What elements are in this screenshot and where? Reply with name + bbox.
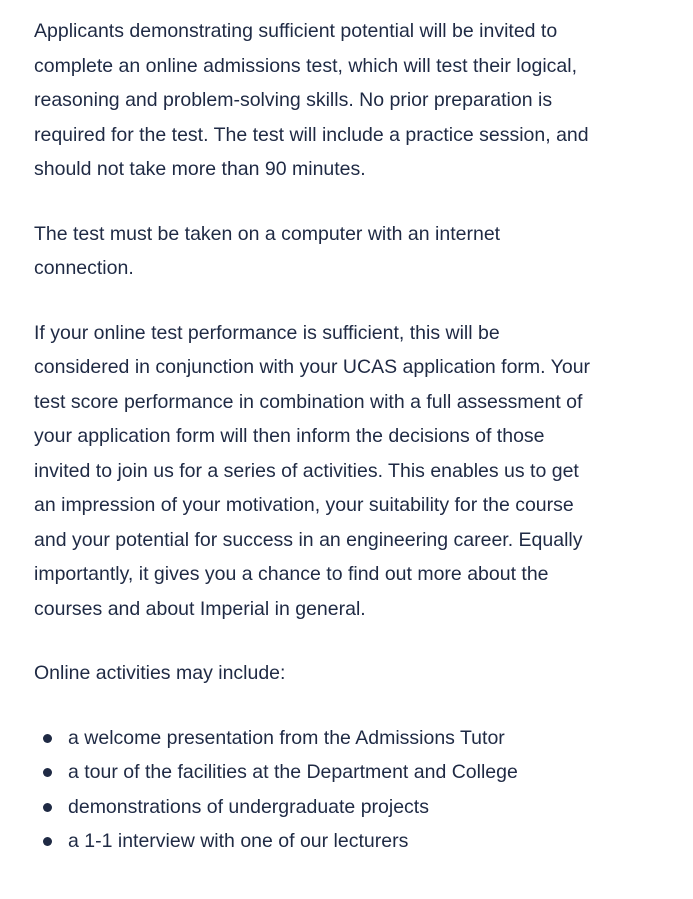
list-item-text: a welcome presentation from the Admissions Tutor bbox=[68, 726, 505, 749]
list-item-text: a 1-1 interview with one of our lecturers bbox=[68, 830, 409, 852]
list-item-text: demonstrations of undergraduate projects bbox=[68, 795, 429, 818]
activities-list bbox=[34, 721, 597, 859]
paragraph-test-requirements: The test must be taken on a computer with an internet connection. bbox=[34, 222, 501, 279]
paragraph-test-performance: If your online test performance is sufficient, this will be considered in conjunction with your UCAS application form. Your test score performance in combination with a full assessment of your application form will then inform the decisions of those invited to join us for a series of activities. This enables us to get an impression of your motivation, your suitability for the course and your potential for success in an engineering career. Equally importantly, it gives you a chance to find out more about the courses and about Imperial in general. bbox=[34, 321, 591, 620]
bullet-icon bbox=[43, 837, 52, 846]
list-item bbox=[68, 721, 597, 756]
paragraph-activities-intro: Online activities may include: bbox=[34, 662, 286, 684]
list-item bbox=[68, 790, 597, 825]
bullet-icon bbox=[43, 734, 52, 743]
paragraph-admissions-test: Applicants demonstrating sufficient potential will be invited to complete an online admissions test, which will test their logical, reasoning and problem-solving skills. No prior preparation is required for the test. The test will include a practice session, and should not take more than 90 minutes. bbox=[34, 20, 589, 180]
bullet-icon bbox=[43, 768, 52, 777]
list-item-text: a tour of the facilities at the Department and College bbox=[68, 761, 518, 783]
bullet-icon bbox=[43, 803, 52, 812]
list-item bbox=[68, 755, 597, 790]
list-item bbox=[68, 824, 597, 859]
